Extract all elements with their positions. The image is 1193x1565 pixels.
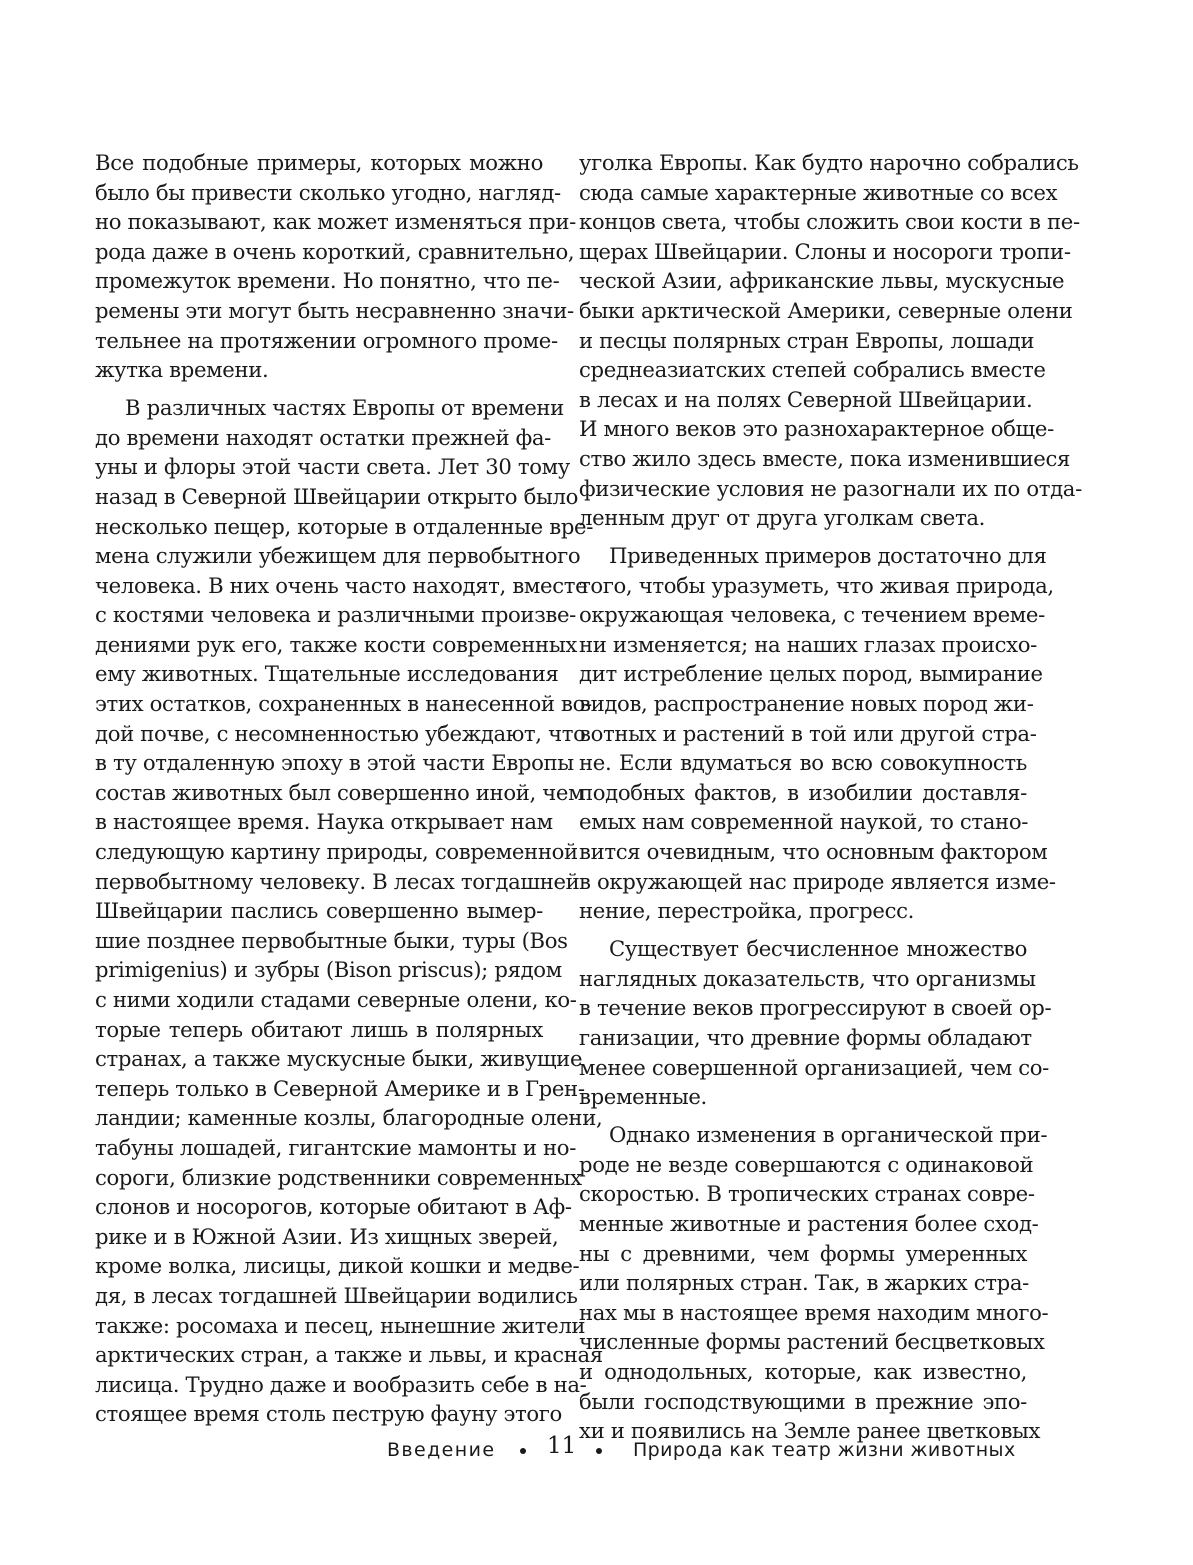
text-line: и однодольных, которые, как известно, <box>579 1358 1027 1384</box>
text-line: назад в Северной Швейцарии открыто было <box>95 483 579 509</box>
text-line: окружающая человека, с течением време- <box>579 602 1045 628</box>
text-line: несколько пещер, которые в отдаленные вре- <box>95 513 594 539</box>
text-line: в лесах и на полях Северной Швейцарии. <box>579 386 1033 412</box>
text-line: роде не везде совершаются с одинаковой <box>579 1151 1034 1177</box>
paragraph <box>579 148 1082 533</box>
text-line: с ними ходили стадами северные олени, ко- <box>95 987 577 1013</box>
text-line: дениями рук его, также кости современных <box>95 631 577 657</box>
text-line: менные животные и растения более сход- <box>579 1210 1039 1236</box>
text-line: первобытному человеку. В лесах тогдашней <box>95 868 580 894</box>
text-line: Существует бесчисленное множество <box>609 936 1027 962</box>
text-line: среднеазиатских степей собрались вместе <box>579 357 1046 383</box>
text-line: следующую картину природы, современной <box>95 839 578 865</box>
text-line: ганизации, что древние формы обладают <box>579 1025 1032 1050</box>
text-line: Приведенных примеров достаточно для <box>609 543 1047 569</box>
text-line: человека. В них очень часто находят, вместе <box>95 572 588 598</box>
text-line: были господствующими в прежние эпо- <box>579 1388 1027 1414</box>
text-line: ленным друг от друга уголкам света. <box>579 505 986 531</box>
paragraph <box>95 393 603 1429</box>
text-line: В различных частях Европы от времени <box>125 395 564 421</box>
text-line: не. Если вдуматься во всю совокупность <box>579 750 1027 776</box>
text-line: лисица. Трудно даже и вообразить себе в на- <box>95 1371 587 1397</box>
text-line: ство жило здесь вместе, пока изменившиеся <box>579 445 1070 471</box>
text-line: подобных фактов, в изобилии доставля- <box>579 779 1027 805</box>
text-line: тельнее на протяжении огромного проме- <box>95 327 558 353</box>
text-line: в окружающей нас природе является изме- <box>579 868 1056 894</box>
text-line: слонов и носорогов, которые обитают в Аф- <box>95 1194 572 1220</box>
text-line: арктических стран, а также и львы, и красная <box>95 1342 603 1368</box>
text-line: уголка Европы. Как будто нарочно собрались <box>579 150 1079 175</box>
text-line: в настоящее время. Наука открывает нам <box>95 809 553 835</box>
text-line: жутка времени. <box>95 357 269 383</box>
text-line: или полярных стран. Так, в жарких стра- <box>579 1270 1029 1296</box>
text-line: в течение веков прогрессируют в своей ор- <box>579 995 1052 1021</box>
text-line: странах, а также мускусные быки, живущие <box>95 1046 583 1072</box>
text-line: быки арктической Америки, северные олени <box>579 297 1073 323</box>
text-line: мена служили убежищем для первобытного <box>95 543 581 569</box>
paragraph-gap <box>579 533 1027 541</box>
text-line: дой почве, с несомненностью убеждают, что <box>95 720 586 746</box>
text-line: хи и появились на Земле ранее цветковых <box>579 1418 1041 1444</box>
text-line: теперь только в Северной Америке и в Грен- <box>95 1075 585 1101</box>
text-line: И много веков это разнохарактерное обще- <box>579 416 1054 442</box>
page-number: 11 <box>547 1433 577 1459</box>
text-line: этих остатков, сохраненных в нанесенной во- <box>95 691 592 717</box>
text-line: ческой Азии, африканские львы, мускусные <box>579 268 1065 294</box>
text-line: кроме волка, лисицы, дикой кошки и медве- <box>95 1253 580 1279</box>
text-line: вится очевидным, что основным фактором <box>579 839 1048 865</box>
text-line: физические условия не разогнали их по отда- <box>579 475 1082 501</box>
text-line: дит истребление целых пород, вымирание <box>579 661 1043 687</box>
text-line: емых нам современной наукой, то стано- <box>579 809 1029 835</box>
text-line: промежуток времени. Но понятно, что пе- <box>95 268 560 294</box>
text-line: ни изменяется; на наших глазах происхо- <box>579 631 1037 657</box>
page-footer <box>0 1433 1193 1467</box>
text-line: менее совершенной организацией, чем со- <box>579 1054 1049 1080</box>
text-line: наглядных доказательств, что организмы <box>579 965 1036 991</box>
paragraph <box>95 148 576 385</box>
paragraph <box>579 1120 1049 1446</box>
footer-section-title: Природа как театр жизни животных <box>633 1439 1016 1461</box>
text-line: сюда самые характерные животные со всех <box>579 179 1058 205</box>
text-line: но показывают, как может изменяться при- <box>95 209 576 235</box>
text-line: ны с древними, чем формы умеренных <box>579 1240 1027 1266</box>
text-line: скоростью. В тропических странах совре- <box>579 1181 1035 1207</box>
text-line: нение, перестройка, прогресс. <box>579 898 915 924</box>
text-line: дя, в лесах тогдашней Швейцарии водились <box>95 1282 578 1308</box>
right-column <box>579 148 1082 1446</box>
text-line: стоящее время столь пеструю фауну этого <box>95 1401 562 1427</box>
text-line: с костями человека и различными произве- <box>95 602 576 628</box>
text-line: было бы привести сколько угодно, нагляд- <box>95 179 561 205</box>
text-line: табуны лошадей, гигантские мамонты и но- <box>95 1134 576 1160</box>
paragraph-gap <box>95 385 543 393</box>
text-line: уны и флоры этой части света. Лет 30 тому <box>95 454 570 480</box>
footer-separator-dot <box>520 1448 526 1454</box>
text-line: Все подобные примеры, которых можно <box>95 150 543 175</box>
text-line: Однако изменения в органической при- <box>609 1122 1048 1148</box>
text-line: также: росомаха и песец, нынешние жители <box>95 1312 586 1338</box>
paragraph-gap <box>579 1112 1027 1120</box>
text-line: ремены эти могут быть несравненно значи- <box>95 297 574 323</box>
paragraph <box>579 541 1056 926</box>
left-column <box>95 148 603 1429</box>
text-line: торые теперь обитают лишь в полярных <box>95 1016 543 1042</box>
footer-separator-dot <box>596 1448 602 1454</box>
text-line: сороги, близкие родственники современных <box>95 1164 582 1190</box>
text-line: рода даже в очень короткий, сравнительно, <box>95 238 575 264</box>
text-line: того, чтобы уразуметь, что живая природа, <box>579 572 1054 598</box>
text-line: ему животных. Тщательные исследования <box>95 661 559 687</box>
text-line: видов, распространение новых пород жи- <box>579 691 1034 717</box>
text-line: рике и в Южной Азии. Из хищных зверей, <box>95 1223 559 1249</box>
text-line: и песцы полярных стран Европы, лошади <box>579 327 1035 353</box>
text-line: вотных и растений в той или другой стра- <box>579 720 1037 746</box>
text-line: в ту отдаленную эпоху в этой части Европы <box>95 750 574 776</box>
text-line: временные. <box>579 1084 707 1110</box>
text-line: primigenius) и зубры (Bison priscus); рядом <box>95 957 562 983</box>
text-line: щерах Швейцарии. Слоны и носороги тропи- <box>579 238 1071 264</box>
text-line: состав животных был совершенно иной, чем <box>95 779 585 805</box>
text-line: Швейцарии паслись совершенно вымер- <box>95 898 543 924</box>
text-line: численные формы растений бесцветковых <box>579 1329 1045 1355</box>
text-line: нах мы в настоящее время находим много- <box>579 1299 1049 1325</box>
footer-chapter-title: Введение <box>387 1439 496 1461</box>
text-line: шие позднее первобытные быки, туры (Bos <box>95 927 568 953</box>
text-line: до времени находят остатки прежней фа- <box>95 424 551 450</box>
text-line: ландии; каменные козлы, благородные олени, <box>95 1105 603 1131</box>
paragraph <box>579 934 1052 1112</box>
text-line: концов света, чтобы сложить свои кости в пе- <box>579 209 1080 235</box>
paragraph-gap <box>579 926 1027 934</box>
